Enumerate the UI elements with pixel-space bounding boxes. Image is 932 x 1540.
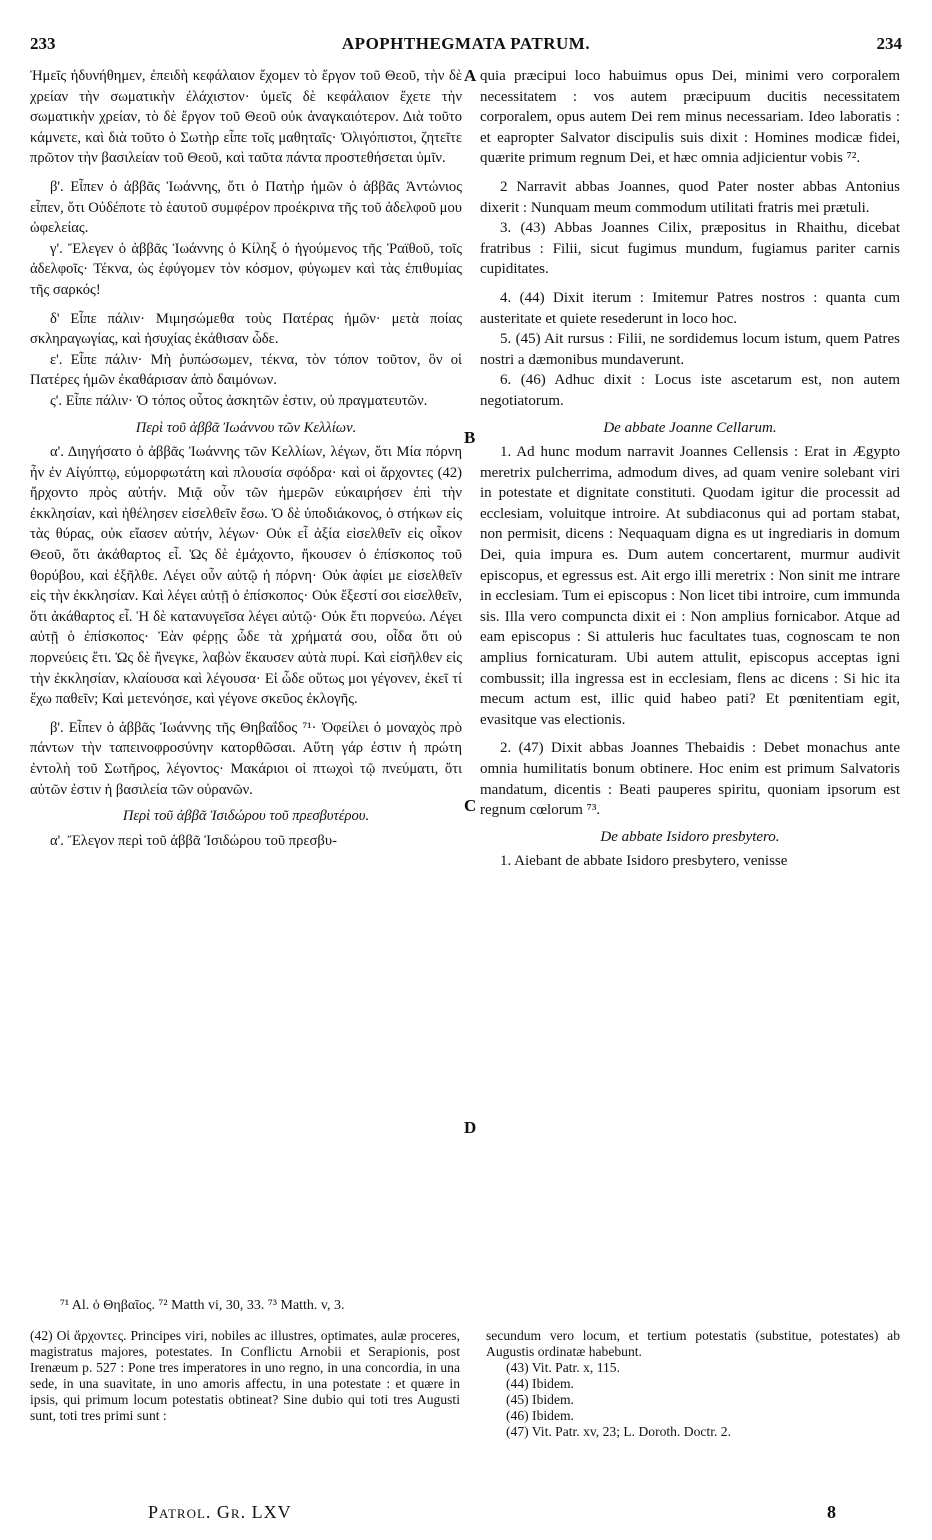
section-heading: De abbate Joanne Cellarum. bbox=[603, 419, 777, 436]
page-number-left: 233 bbox=[30, 34, 56, 53]
margin-letter-d: D bbox=[464, 1118, 477, 1137]
latin-paragraph: 2. (47) Dixit abbas Joannes Thebaidis : Debet monachus ante omnia humilitatis bonum obtinere. Hoc enim est primum Salvatoris mandatum, dicentis : Beati pauperes spiritu, quoniam ipsorum est regnum cœlorum ⁷³. bbox=[480, 740, 900, 819]
latin-column bbox=[480, 66, 900, 872]
greek-paragraph: ε'. Εἶπε πάλιν· Μὴ ῥυπώσωμεν, τέκνα, τὸν τόπον τοῦτον, ὃν οἱ Πατέρες ἡμῶν ἐκαθάρισαν ἀπὸ δαιμόνων. bbox=[30, 351, 462, 389]
note-42: (42) Οἱ ἄρχοντες. Principes viri, nobiles ac illustres, optimates, aulæ proceres, magistratus majores, potestates. In Conflictu Arnobii et Serapionis, post Irenæum p. 527 : Pone tres imperatores in uno regno, in una concordia, in una sede, in una suavitate, in uno amoris affectu, in una potestate : et quære in ipsis, qui primum locum potestatis obtineat? Sine dubio qui toti tres Augusti sunt, toti tres primi sunt : bbox=[30, 1328, 460, 1423]
greek-paragraph: ς'. Εἶπε πάλιν· Ὁ τόπος οὗτος ἀσκητῶν ἐστιν, οὐ πραγματευτῶν. bbox=[50, 392, 428, 409]
greek-paragraph: α'. Διηγήσατο ὁ ἀββᾶς Ἰωάννης τῶν Κελλίων, λέγων, ὅτι Μία πόρνη ἦν ἐν Αἰγύπτῳ, εὐμορφωτάτη καὶ πλουσία σφόδρα· καὶ οἱ ἄρχοντες (42) ἤρχοντο πρὸς αὐτήν. Μιᾷ οὖν τῶν ἡμερῶν εὐκαιρήσεν ἐπὶ τὴν ἐκκλησίαν, καὶ ἠθέλησεν εἰσελθεῖν ἔσω. Ὁ δὲ ὑποδιάκονος, ὁ στήκων εἰς τὰς θύρας, οὐκ εἴασεν αὐτήν, λέγων· Οὐκ εἶ ἀξία εἰσελθεῖν εἰς οἶκον Θεοῦ, ὅτι ἀκάθαρτος εἶ. Ὡς δὲ ἐμάχοντο, ἤκουσεν ὁ ἐπίσκοπος τοῦ θορύβου, καὶ ἐξῆλθε. Λέγει οὖν αὐτῷ ἡ πόρνη· Οὐκ ἀφίει με εἰσελθεῖν εἰς τὴν ἐκκλησίαν. Καὶ λέγει αὐτῇ ὁ ἐπίσκοπος· Οὐκ ἔξεστί σοι εἰσελθεῖν, ὅτι ἀκάθαρτος εἶ. Ἡ δὲ κατανυγεῖσα λέγει αὐτῷ· Οὐκ ἔτι πορνεύω. Λέγει αὐτῇ ὁ ἐπίσκοπος· Ἐὰν φέρῃς ὧδε τὰ χρήματά σου, οἶδα ὅτι οὐ πορνεύεις ἔτι. Ὡς δὲ ἤνεγκε, λαβὼν ἔκαυσεν αὐτὰ πυρί. Καὶ εἰσῆλθεν εἰς τὴν ἐκκλησίαν, κλαίουσα καὶ λέγουσα· Εἰ ὧδε οὕτως μοι γέγονεν, ἐκεῖ τί ἔχω παθεῖν; Καὶ μετενόησε, καὶ γέγονε σκεῦος ἐκλογῆς. bbox=[30, 444, 462, 708]
note-item: (46) Ibidem. bbox=[506, 1408, 574, 1423]
greek-paragraph: α'. Ἔλεγον περὶ τοῦ ἀββᾶ Ἰσιδώρου τοῦ πρεσβυ- bbox=[50, 832, 337, 849]
note-item: (47) Vit. Patr. xv, 23; L. Doroth. Doctr. 2. bbox=[506, 1424, 731, 1439]
footnote-references: ⁷¹ Al. ὁ Θηβαῖος. ⁷² Matth vi, 30, 33. ⁷³ Matth. v, 3. bbox=[60, 1298, 345, 1313]
latin-paragraph: 2 Narravit abbas Joannes, quod Pater noster abbas Antonius dixerit : Nunquam meum commodum utilitati fratris mei prætuli. bbox=[480, 178, 900, 216]
greek-paragraph: δ' Εἶπε πάλιν· Μιμησώμεθα τοὺς Πατέρας ἡμῶν· μετὰ ποίας σκληραγωγίας, καὶ ἡσυχίας ἐκάθισαν ὧδε. bbox=[30, 310, 462, 348]
greek-paragraph: γ'. Ἔλεγεν ὁ ἀββᾶς Ἰωάννης ὁ Κίληξ ὁ ἡγούμενος τῆς Ῥαϊθοῦ, τοῖς ἀδελφοῖς· Τέκνα, ὡς ἐφύγομεν τὸν κόσμον, φύγωμεν καὶ τὰς ἐπιθυμίας τῆς σαρκός! bbox=[30, 240, 462, 298]
latin-paragraph: 6. (46) Adhuc dixit : Locus iste ascetarum est, non autem negotiatorum. bbox=[480, 372, 900, 409]
latin-paragraph: 4. (44) Dixit iterum : Imitemur Patres nostros : quanta cum austeritate et quiete resederunt in loco hoc. bbox=[480, 289, 900, 327]
gathering-number: 8 bbox=[827, 1502, 836, 1522]
note-item: (44) Ibidem. bbox=[506, 1376, 574, 1391]
section-heading: De abbate Isidoro presbytero. bbox=[600, 828, 780, 845]
note-continuation: secundum vero locum, et tertium potestatis (substitue, potestates) ab Augustis ordinatæ habebunt. bbox=[486, 1328, 900, 1359]
greek-column bbox=[30, 66, 462, 851]
page-footer bbox=[30, 1502, 836, 1526]
latin-paragraph: 1. Ad hunc modum narravit Joannes Cellensis : Erat in Ægypto meretrix pulcherrima, admodum dives, ad quam venire solebant viri in potestate et dignitate constituti. Quodam igitur die processit ad ecclesiam, voluitque introire. At subdiaconus qui ad portam stabat, non permisit, dicens : Nequaquam digna es ut ingrediaris in domum Dei, quia impura es. Dum autem concertarent, murmur audivit episcopus, et egressus est. Ait ergo illi meretrix : Non sinit me intrare in ecclesiam. Tum ei episcopus : Non licet tibi introire, cum immunda sis. Illa vero compuncta dixit ei : Non amplius fornicabor. Atque ad eam episcopus : Si attuleris huc facultates tuas, cognoscam te non amplius fornicaturam. Ubi autem attulit, episcopus acceptas igni combussit; illa ingressa est in ecclesiam, flens ac dicens : Si hic ita mecum actum est, illic quid habeo pati? Et pœnitentiam egit, evasitque vas electionis. bbox=[480, 444, 900, 728]
margin-letter-b: B bbox=[464, 428, 476, 447]
latin-paragraph: 1. Aiebant de abbate Isidoro presbytero, venisse bbox=[500, 853, 788, 870]
printer-signature: Patrol. Gr. LXV bbox=[148, 1502, 292, 1522]
margin-letter-c: C bbox=[464, 796, 477, 815]
page-header bbox=[30, 34, 902, 58]
greek-paragraph: β'. Εἶπεν ὁ ἀββᾶς Ἰωάννης τῆς Θηβαΐδος ⁷¹· Ὀφείλει ὁ μοναχὸς πρὸ πάντων τὴν ταπεινοφροσύνην κατορθῶσαι. Αὕτη γάρ ἐστιν ἡ πρώτη ἐντολὴ τοῦ Σωτῆρος, λέγοντος· Μακάριοι οἱ πτωχοὶ τῷ πνεύματι, ὅτι αὐτῶν ἐστιν ἡ βασιλεία τῶν οὐρανῶν. bbox=[30, 719, 462, 798]
latin-paragraph: 3. (43) Abbas Joannes Cilix, præpositus in Rhaithu, dicebat fratribus : Filii, sicut fugimus mundum, fugiamus pariter carnis cupiditates. bbox=[480, 220, 900, 278]
greek-paragraph: β'. Εἶπεν ὁ ἀββᾶς Ἰωάννης, ὅτι ὁ Πατὴρ ἡμῶν ὁ ἀββᾶς Ἀντώνιος εἶπεν, ὅτι Οὐδέποτε τὸ ἑαυτοῦ συμφέρον προέκρινα τῆς τοῦ ἀδελφοῦ μου ὠφελείας. bbox=[30, 178, 462, 237]
page-number-right: 234 bbox=[876, 34, 902, 53]
note-item: (45) Ibidem. bbox=[506, 1392, 574, 1407]
latin-paragraph: quia præcipui loco habuimus opus Dei, minimi vero corporalem necessitatem : vos autem præcipuum ducitis necessitatem corporalem, opus autem Dei rem minus necessariam. Ideo laboratis : et eapropter Salvator discipulis suis dixit : Homines modicæ fidei, quærite primum regnum Dei, et hæc omnia adjicientur vobis ⁷². bbox=[480, 68, 900, 167]
note-item: (43) Vit. Patr. x, 115. bbox=[506, 1360, 620, 1375]
notes-right bbox=[486, 1328, 900, 1440]
running-title: APOPHTHEGMATA PATRUM. bbox=[341, 34, 591, 53]
greek-paragraph: Ἠμεῖς ἠδυνήθημεν, ἐπειδὴ κεφάλαιον ἔχομεν τὸ ἔργον τοῦ Θεοῦ, τὴν δὲ χρείαν τὴν σωματικὴν ἐλάχιστον· ὑμεῖς δὲ κεφάλαιον ἔχετε τὴν σωματικὴν χρείαν, τὸ δὲ ἔργον τοῦ Θεοῦ οὐκ ἀναγκαιότερον. Διὰ τοῦτο κάμνετε, καὶ διὰ τοῦτο ὁ Σωτὴρ εἶπε τοῖς μαθηταῖς· Ὀλιγόπιστοι, ζητεῖτε πρῶτον τὴν βασιλείαν τοῦ Θεοῦ, καὶ ταῦτα πάντα προστεθήσεται ὑμῖν. bbox=[30, 68, 462, 167]
latin-paragraph: 5. (45) Ait rursus : Filii, ne sordidemus locum istum, quem Patres nostri a dæmonibus mundaverunt. bbox=[480, 331, 900, 368]
section-heading: Περὶ τοῦ ἀββᾶ Ἰωάννου τῶν Κελλίων. bbox=[135, 419, 357, 436]
notes-left bbox=[30, 1328, 460, 1424]
margin-letter-a: A bbox=[464, 66, 477, 85]
section-heading: Περὶ τοῦ ἀββᾶ Ἰσιδώρου τοῦ πρεσβυτέρου. bbox=[122, 808, 370, 825]
